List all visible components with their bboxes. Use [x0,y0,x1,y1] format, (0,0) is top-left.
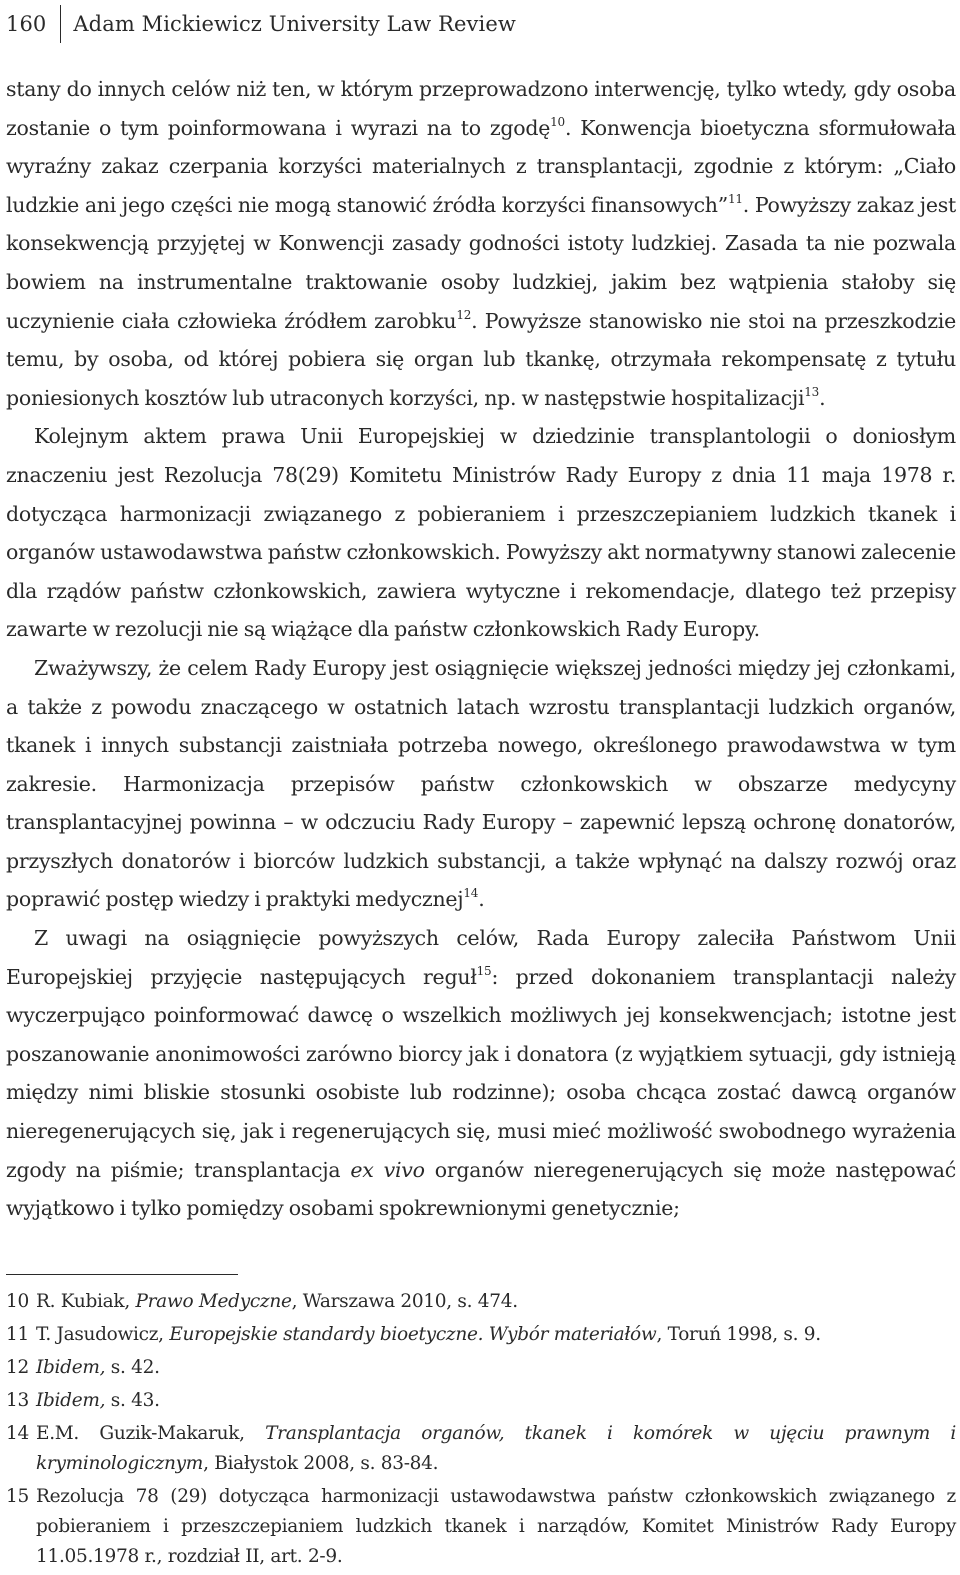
footnote-number: 13 [6,1390,29,1411]
header-divider [60,5,61,43]
text-run: . Powyższe stanowisko nie stoi na przeszkodzie temu, by osoba, od której pobiera się organ lub tkankę, otrzymała rekompensatę z tytułu poniesionych kosztów lub utraconych korzyści, np. w następstwie hospitalizacji [6,308,956,410]
footnote-11 [6,1320,956,1350]
footnote-text: Ibidem, s. 43. [36,1390,160,1411]
main-text [6,70,956,1228]
text-run: . Konwencja bioetyczna sformułowała wyraźny zakaz czerpania korzyści materialnych z transplantacji, zgodnie z którym: „Ciało ludzkie ani jego części nie mogą stanowić źródła korzyści finansowych” [6,115,957,217]
footnote-ref-12[interactable]: 12 [456,307,472,322]
footnote-text: T. Jasudowicz, Europejskie standardy bioetyczne. Wybór materiałów, Toruń 1998, s. 9. [36,1324,821,1345]
text-run: stany do innych celów niż ten, w którym przeprowadzono interwencję, tylko wtedy, gdy osoba zostanie o tym poinformowana i wyrazi na to zgodę [6,77,956,140]
journal-title: Adam Mickiewicz University Law Review [73,12,516,36]
page-number: 160 [6,12,47,36]
footnote-text: Rezolucja 78 (29) dotycząca harmonizacji ustawodawstwa państw członkowskich związanego z pobieraniem i przeszczepianiem ludzkich tkanek i narządów, Komitet Ministrów Rady Europy 11.05.1978 r., rozdział II, art. 2-9. [36,1486,956,1567]
text-run: . Powyższy zakaz jest konsekwencją przyjętej w Konwencji zasady godności istoty ludzkiej. Zasada ta nie pozwala bowiem na instrumentalne traktowanie osoby ludzkiej, jakim bez wątpienia stałoby się uczynienie ciała człowieka źródłem zarobku [6,192,956,333]
footnote-ref-13[interactable]: 13 [804,384,820,399]
footnote-14 [6,1419,956,1479]
footnotes [6,1287,956,1575]
paragraph-3 [6,649,956,919]
paragraph-2 [6,417,956,649]
footnote-text: R. Kubiak, Prawo Medyczne, Warszawa 2010, s. 474. [36,1291,518,1312]
footnote-text: E.M. Guzik-Makaruk, Transplantacja organów, tkanek i komórek w ujęciu prawnym i kryminologicznym, Białystok 2008, s. 83-84. [36,1423,956,1474]
footnote-12 [6,1353,956,1383]
footnote-separator [6,1274,238,1275]
text-run: organów nieregenerujących się może następować wyjątkowo i tylko pomiędzy osobami spokrewnionymi genetycznie; [6,1157,956,1221]
footnote-number: 12 [6,1357,29,1378]
running-header [6,8,516,40]
footnote-ref-15[interactable]: 15 [476,963,492,978]
footnote-15 [6,1482,956,1572]
footnote-text: Ibidem, s. 42. [36,1357,160,1378]
footnote-ref-10[interactable]: 10 [550,114,565,129]
text-run: . [478,887,485,912]
footnote-number: 10 [6,1291,29,1312]
footnote-ref-14[interactable]: 14 [463,886,479,901]
footnote-10 [6,1287,956,1317]
text-run: . [819,385,826,410]
text-run: Z uwagi na osiągnięcie powyższych celów, Rada Europy zaleciła Państwom Unii Europejskiej przyjęcie następujących reguł [6,926,956,989]
footnote-number: 15 [6,1486,29,1507]
footnote-number: 14 [6,1423,29,1444]
paragraph-4 [6,919,956,1228]
footnote-13 [6,1386,956,1416]
footnote-ref-11[interactable]: 11 [728,191,743,206]
footnote-number: 11 [6,1324,29,1345]
paragraph-1 [6,70,956,417]
text-run: Zważywszy, że celem Rady Europy jest osiągnięcie większej jedności między jej członkami, a także z powodu znaczącego w ostatnich latach wzrostu transplantacji ludzkich organów, tkanek i innych substancji zaistniała potrzeba nowego, określonego prawodawstwa w tym zakresie. Harmonizacja przepisów państw członkowskich w obszarze medycyny transplantacyjnej powinna – w odczuciu Rady Europy – zapewnić lepszą ochronę donatorów, przyszłych donatorów i biorców ludzkich substancji, a także wpłynąć na dalszy rozwój oraz poprawić postęp wiedzy i praktyki medycznej [6,655,956,912]
text-run: : przed dokonaniem transplantacji należy wyczerpująco poinformować dawcę o wszelkich możliwych jej konsekwencjach; istotne jest poszanowanie anonimowości zarówno biorcy jak i donatora (z wyjątkiem sytuacji, gdy istnieją między nimi bliskie stosunki osobiste lub rodzinne); osoba chcąca zostać dawcą organów nieregenerujących się, jak i regenerujących się, musi mieć możliwość swobodnego wyrażenia zgody na piśmie; transplantacja [6,964,956,1182]
italic-term: ex vivo [350,1157,425,1182]
text-run: Kolejnym aktem prawa Unii Europejskiej w dziedzinie transplantologii o doniosłym znaczeniu jest Rezolucja 78(29) Komitetu Ministrów Rady Europy z dnia 11 maja 1978 r. dotycząca harmonizacji związanego z pobieraniem i przeszczepianiem ludzkich tkanek i organów ustawodawstwa państw członkowskich. Powyższy akt normatywny stanowi zalecenie dla rządów państw członkowskich, zawiera wytyczne i rekomendacje, dlatego też przepisy zawarte w rezolucji nie są wiążące dla państw członkowskich Rady Europy. [6,424,956,642]
